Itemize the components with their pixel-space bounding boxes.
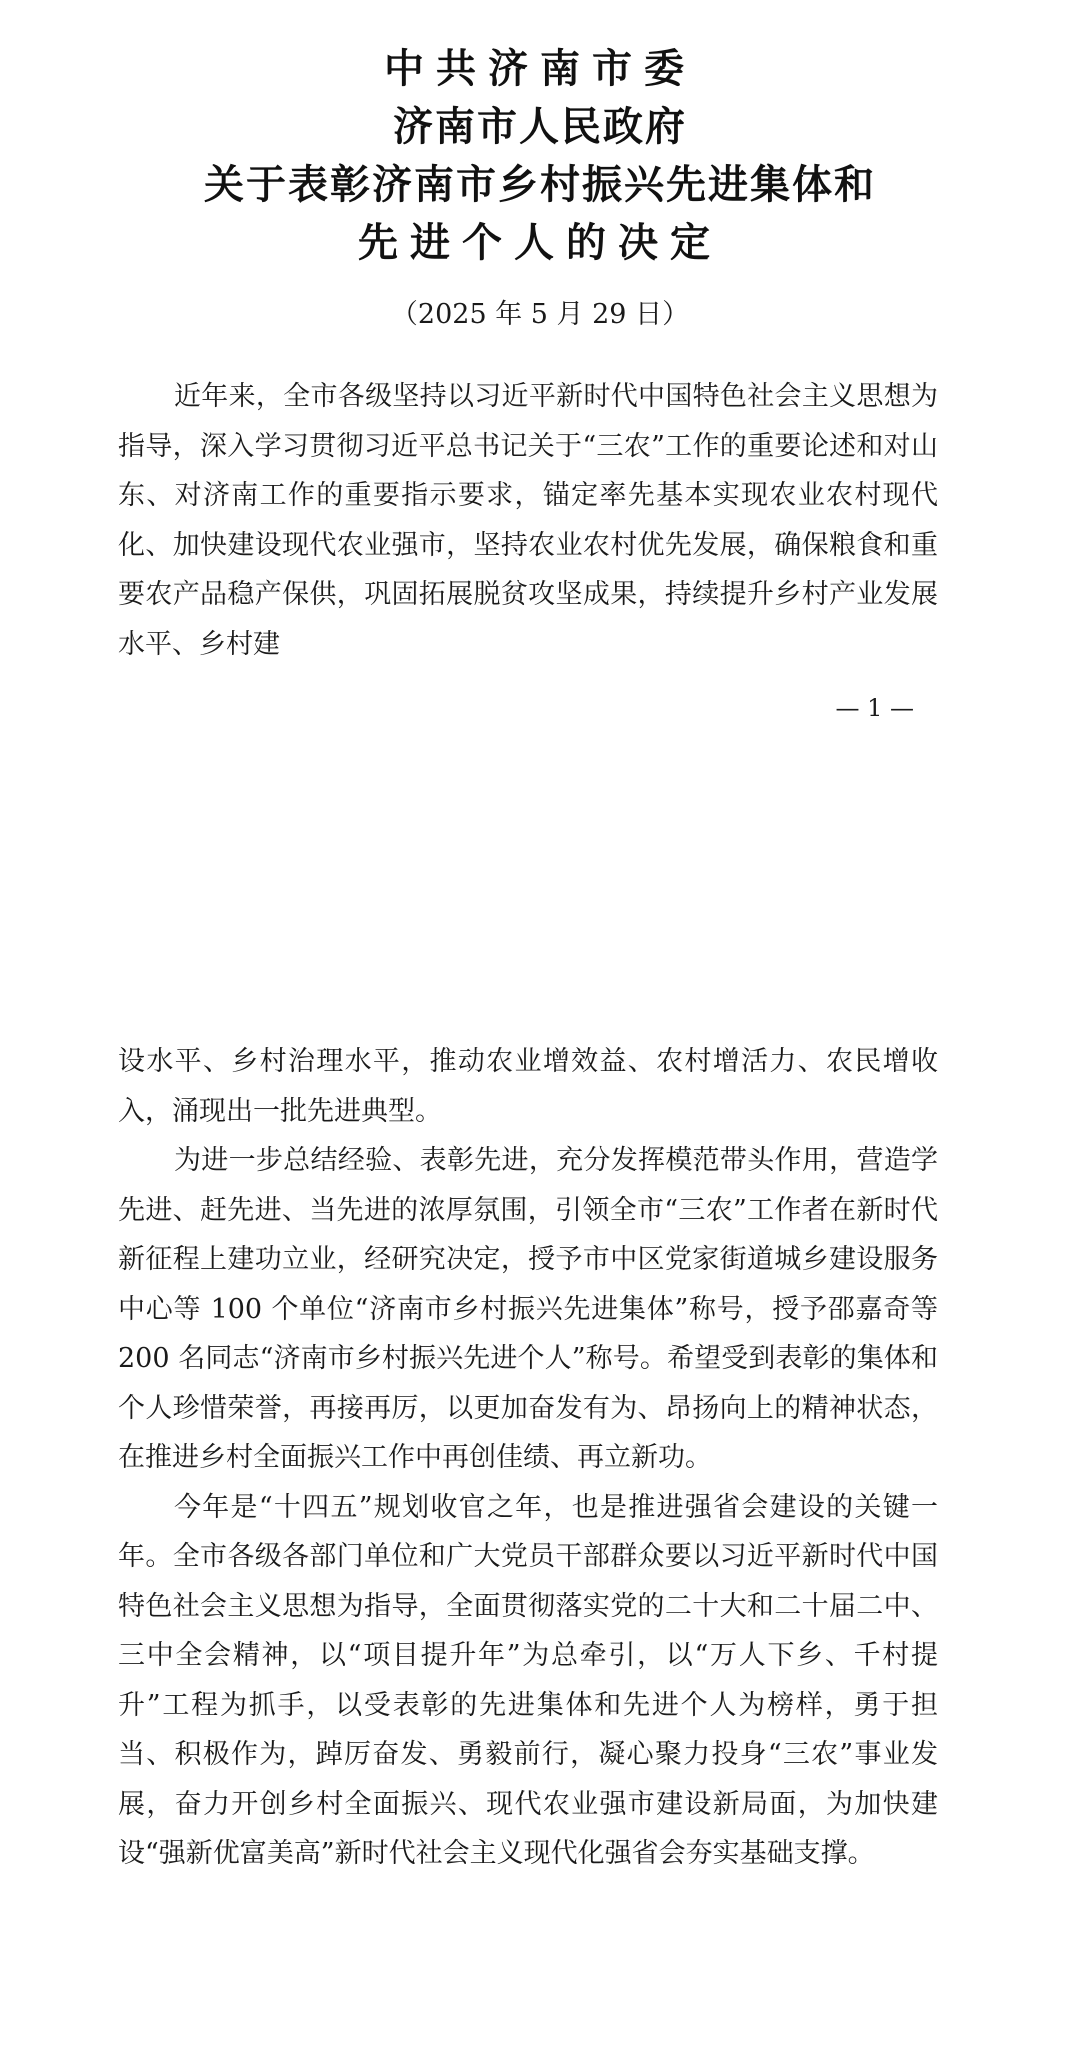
paragraph-intro: 近年来，全市各级坚持以习近平新时代中国特色社会主义思想为指导，深入学习贯彻习近平总书记关于“三农”工作的重要论述和对山东、对济南工作的重要指示要求，锚定率先基本实现农业农村现代化、加快建设现代农业强市，坚持农业农村优先发展，确保粮食和重要农产品稳产保供，巩固拓展脱贫攻坚成果，持续提升乡村产业发展水平、乡村建 [118,381,938,660]
document-page-1 [0,0,1080,760]
page-1-body [118,372,938,669]
title-line-issuer-party: 中共济南市委 [384,46,696,92]
page-2-body [118,1037,938,1879]
title-line-issuer-government: 济南市人民政府 [393,104,687,150]
title-line-subject-end: 先进个人的决定 [358,220,722,266]
document-date: （2025 年 5 月 29 日） [390,299,690,330]
page-number: — 1 — [835,694,914,722]
title-line-subject: 关于表彰济南市乡村振兴先进集体和 [204,162,876,208]
document-page-2 [0,1010,1080,2055]
document-title [0,40,1080,272]
paragraph-decision: 为进一步总结经验、表彰先进，充分发挥模范带头作用，营造学先进、赶先进、当先进的浓厚氛围，引领全市“三农”工作者在新时代新征程上建功立业，经研究决定，授予市中区党家街道城乡建设服务中心等 100 个单位“济南市乡村振兴先进集体”称号，授予邵嘉奇等 200 名同志“济南市乡村振兴先进个人”称号。希望受到表彰的集体和个人珍惜荣誉，再接再厉，以更加奋发有为、昂扬向上的精神状态，在推进乡村全面振兴工作中再创佳绩、再立新功。 [118,1145,938,1473]
paragraph-call-to-action: 今年是“十四五”规划收官之年，也是推进强省会建设的关键一年。全市各级各部门单位和广大党员干部群众要以习近平新时代中国特色社会主义思想为指导，全面贯彻落实党的二十大和二十届二中、三中全会精神，以“项目提升年”为总牵引，以“万人下乡、千村提升”工程为抓手，以受表彰的先进集体和先进个人为榜样，勇于担当、积极作为，踔厉奋发、勇毅前行，凝心聚力投身“三农”事业发展，奋力开创乡村全面振兴、现代农业强市建设新局面，为加快建设“强新优富美高”新时代社会主义现代化强省会夯实基础支撑。 [118,1491,938,1869]
paragraph-intro-continued: 设水平、乡村治理水平，推动农业增效益、农村增活力、农民增收入，涌现出一批先进典型。 [118,1046,938,1127]
